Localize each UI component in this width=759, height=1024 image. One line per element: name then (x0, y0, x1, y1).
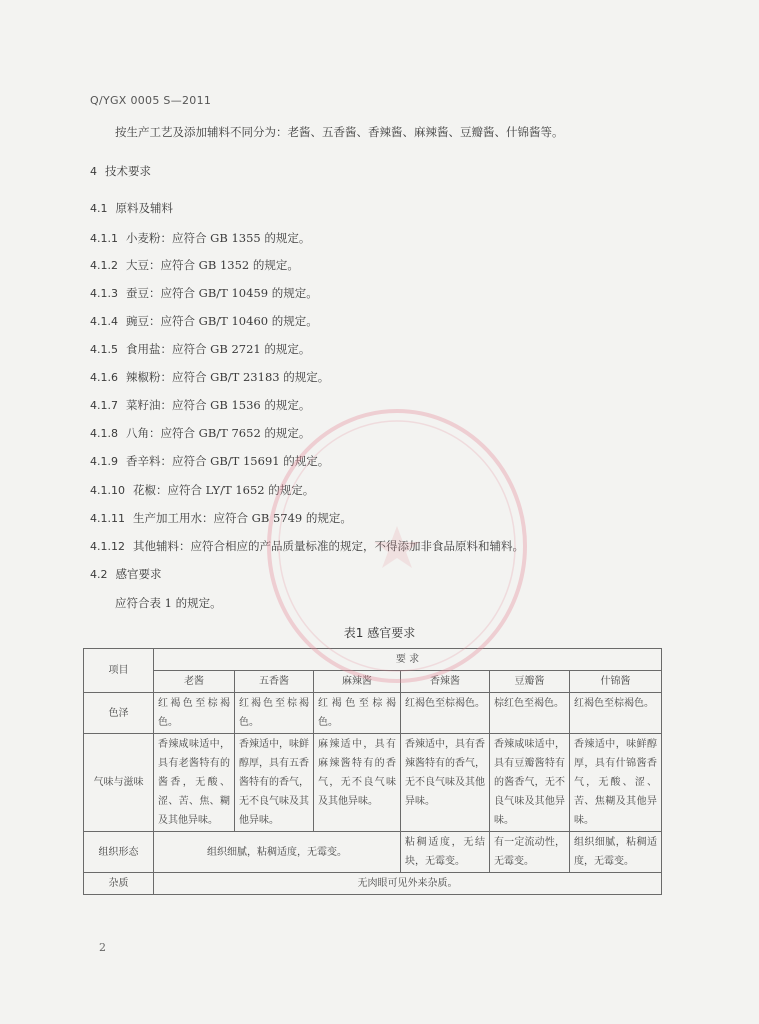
item-text: 辣椒粉：应符合 GB/T 23183 的规定。 (126, 370, 330, 384)
table-cell: 粘稠适度，无结块，无霉变。 (401, 832, 490, 873)
table-caption: 表1 感官要求 (343, 626, 416, 640)
page-number: 2 (99, 941, 106, 954)
column-header: 豆瓣酱 (490, 671, 570, 693)
item-text: 其他辅料：应符合相应的产品质量标准的规定，不得添加非食品原料和辅料。 (133, 539, 524, 553)
material-item (90, 425, 310, 441)
table-cell: 香辣咸味适中，具有豆瓣酱特有的酱香气，无不良气味及其他异味。 (490, 734, 570, 832)
item-text: 菜籽油：应符合 GB 1536 的规定。 (126, 398, 311, 412)
requirement-header: 要 求 (154, 649, 662, 671)
row-label: 杂质 (84, 873, 154, 895)
material-item (90, 453, 329, 469)
item-number: 4.1.8 (90, 427, 118, 440)
material-item (90, 538, 524, 554)
item-number: 4.1.6 (90, 371, 118, 384)
table-cell: 组织细腻，粘稠适度，无霉变。 (154, 832, 401, 873)
item-number: 4.1.4 (90, 315, 118, 328)
material-item (90, 341, 310, 357)
table-cell: 红褐色至棕褐色。 (235, 693, 314, 734)
table-header-row (84, 649, 662, 671)
material-item (90, 369, 329, 385)
section-title: 技术要求 (105, 164, 151, 178)
item-number: 4.1.10 (90, 484, 125, 497)
item-header: 项目 (84, 649, 154, 693)
material-item (90, 397, 310, 413)
table-cell: 香辣咸味适中，具有老酱特有的酱香，无酸、涩、苦、焦、糊及其他异味。 (154, 734, 235, 832)
item-text: 小麦粉：应符合 GB 1355 的规定。 (126, 231, 311, 245)
section-4-2-text: 应符合表 1 的规定。 (115, 596, 222, 610)
section-number: 4.1 (90, 202, 108, 215)
section-4-1-heading (90, 200, 173, 216)
item-number: 4.1.9 (90, 455, 118, 468)
material-item (90, 510, 352, 526)
table-cell: 麻辣适中，具有麻辣酱特有的香气，无不良气味及其他异味。 (314, 734, 401, 832)
table-cell: 棕红色至褐色。 (490, 693, 570, 734)
intro-paragraph: 按生产工艺及添加辅料不同分为：老酱、五香酱、香辣酱、麻辣酱、豆瓣酱、什锦酱等。 (115, 125, 564, 139)
item-number: 4.1.12 (90, 540, 125, 553)
table-cell: 红褐色至棕褐色。 (401, 693, 490, 734)
item-number: 4.1.1 (90, 232, 118, 245)
table-cell: 香辣适中，具有香辣酱特有的香气，无不良气味及其他异味。 (401, 734, 490, 832)
table-cell: 香辣适中，味鲜醇厚，具有什锦酱香气，无酸、涩、苦、焦糊及其他异味。 (570, 734, 662, 832)
row-label: 气味与滋味 (84, 734, 154, 832)
material-item (90, 230, 310, 246)
table-row-taste (84, 734, 662, 832)
section-4-2-heading (90, 566, 162, 582)
section-number: 4.2 (90, 568, 108, 581)
section-title: 感官要求 (115, 567, 162, 581)
item-text: 食用盐：应符合 GB 2721 的规定。 (126, 342, 311, 356)
table-cell: 组织细腻，粘稠适度，无霉变。 (570, 832, 662, 873)
column-header: 香辣酱 (401, 671, 490, 693)
material-item (90, 482, 314, 498)
item-number: 4.1.3 (90, 287, 118, 300)
table-cell: 红褐色至棕褐色。 (314, 693, 401, 734)
item-number: 4.1.2 (90, 259, 118, 272)
column-header: 麻辣酱 (314, 671, 401, 693)
table-row-impurity (84, 873, 662, 895)
item-text: 蚕豆：应符合 GB/T 10459 的规定。 (126, 286, 318, 300)
row-label: 组织形态 (84, 832, 154, 873)
table-cell: 红褐色至棕褐色。 (154, 693, 235, 734)
table-cell: 无肉眼可见外来杂质。 (154, 873, 662, 895)
table-cell: 红褐色至棕褐色。 (570, 693, 662, 734)
table-column-row (84, 671, 662, 693)
material-item (90, 257, 299, 273)
standard-code: Q/YGX 0005 S—2011 (90, 94, 212, 107)
table-cell: 有一定流动性，无霉变。 (490, 832, 570, 873)
item-text: 香辛料：应符合 GB/T 15691 的规定。 (126, 454, 330, 468)
section-title: 原料及辅料 (115, 201, 173, 215)
section-4-heading (90, 163, 151, 179)
row-label: 色泽 (84, 693, 154, 734)
item-text: 花椒：应符合 LY/T 1652 的规定。 (133, 483, 315, 497)
material-item (90, 313, 318, 329)
section-number: 4 (90, 165, 97, 178)
item-text: 大豆：应符合 GB 1352 的规定。 (126, 258, 299, 272)
material-item (90, 285, 318, 301)
column-header: 老酱 (154, 671, 235, 693)
table-cell: 香辣适中，味鲜醇厚，具有五香酱特有的香气，无不良气味及其他异味。 (235, 734, 314, 832)
item-text: 生产加工用水：应符合 GB 5749 的规定。 (133, 511, 352, 525)
column-header: 什锦酱 (570, 671, 662, 693)
item-number: 4.1.11 (90, 512, 125, 525)
sensory-requirements-table (83, 648, 662, 895)
item-number: 4.1.5 (90, 343, 118, 356)
item-text: 豌豆：应符合 GB/T 10460 的规定。 (126, 314, 318, 328)
item-text: 八角：应符合 GB/T 7652 的规定。 (126, 426, 311, 440)
table-row-texture (84, 832, 662, 873)
column-header: 五香酱 (235, 671, 314, 693)
table-row-color (84, 693, 662, 734)
item-number: 4.1.7 (90, 399, 118, 412)
